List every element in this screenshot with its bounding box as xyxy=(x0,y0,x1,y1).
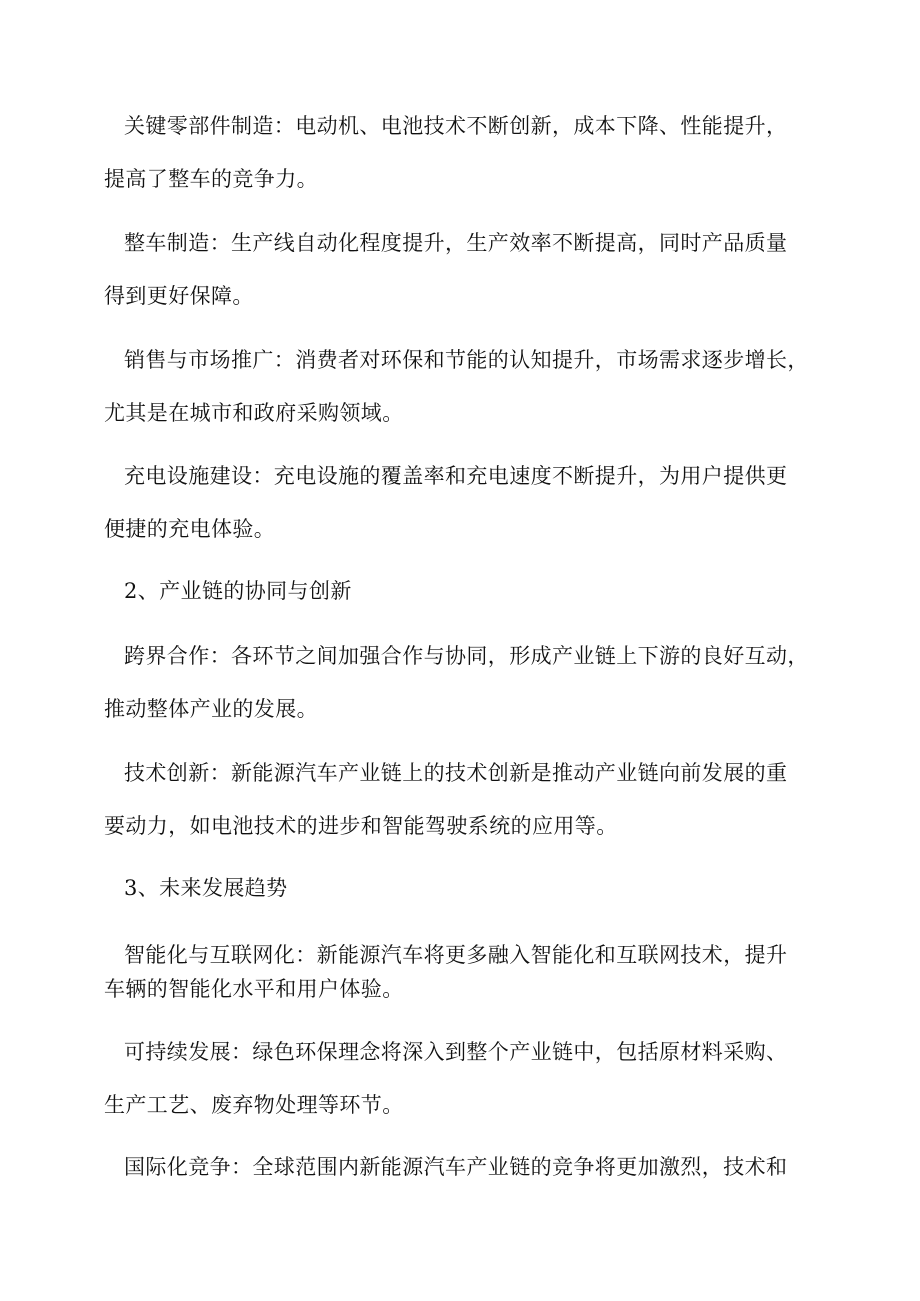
paragraph-line: 智能化与互联网化：新能源汽车将更多融入智能化和互联网技术，提升 xyxy=(124,943,788,967)
paragraph-line: 要动力，如电池技术的进步和智能驾驶系统的应用等。 xyxy=(104,814,618,838)
paragraph-line: 提高了整车的竞争力。 xyxy=(104,167,318,191)
paragraph-line: 跨界合作：各环节之间加强合作与协同，形成产业链上下游的良好互动， xyxy=(124,644,809,668)
paragraph-line: 销售与市场推广：消费者对环保和节能的认知提升，市场需求逐步增长， xyxy=(124,348,809,372)
paragraph-line: 国际化竞争：全球范围内新能源汽车产业链的竞争将更加激烈，技术和 xyxy=(124,1155,788,1179)
section-heading: 2、产业链的协同与创新 xyxy=(124,579,352,603)
section-heading: 3、未来发展趋势 xyxy=(124,876,288,900)
paragraph-line: 整车制造：生产线自动化程度提升，生产效率不断提高，同时产品质量 xyxy=(124,231,788,255)
paragraph-line: 尤其是在城市和政府采购领域。 xyxy=(104,401,404,425)
paragraph-line: 推动整体产业的发展。 xyxy=(104,697,318,721)
paragraph-line: 可持续发展：绿色环保理念将深入到整个产业链中，包括原材料采购、 xyxy=(124,1040,788,1064)
paragraph-line: 充电设施建设：充电设施的覆盖率和充电速度不断提升，为用户提供更 xyxy=(124,464,788,488)
paragraph-line: 生产工艺、废弃物处理等环节。 xyxy=(104,1093,404,1117)
paragraph-line: 车辆的智能化水平和用户体验。 xyxy=(104,977,404,1001)
paragraph-line: 得到更好保障。 xyxy=(104,284,254,308)
paragraph-line: 便捷的充电体验。 xyxy=(104,517,276,541)
paragraph-line: 关键零部件制造：电动机、电池技术不断创新，成本下降、性能提升， xyxy=(124,114,788,138)
paragraph-line: 技术创新：新能源汽车产业链上的技术创新是推动产业链向前发展的重 xyxy=(124,761,788,785)
